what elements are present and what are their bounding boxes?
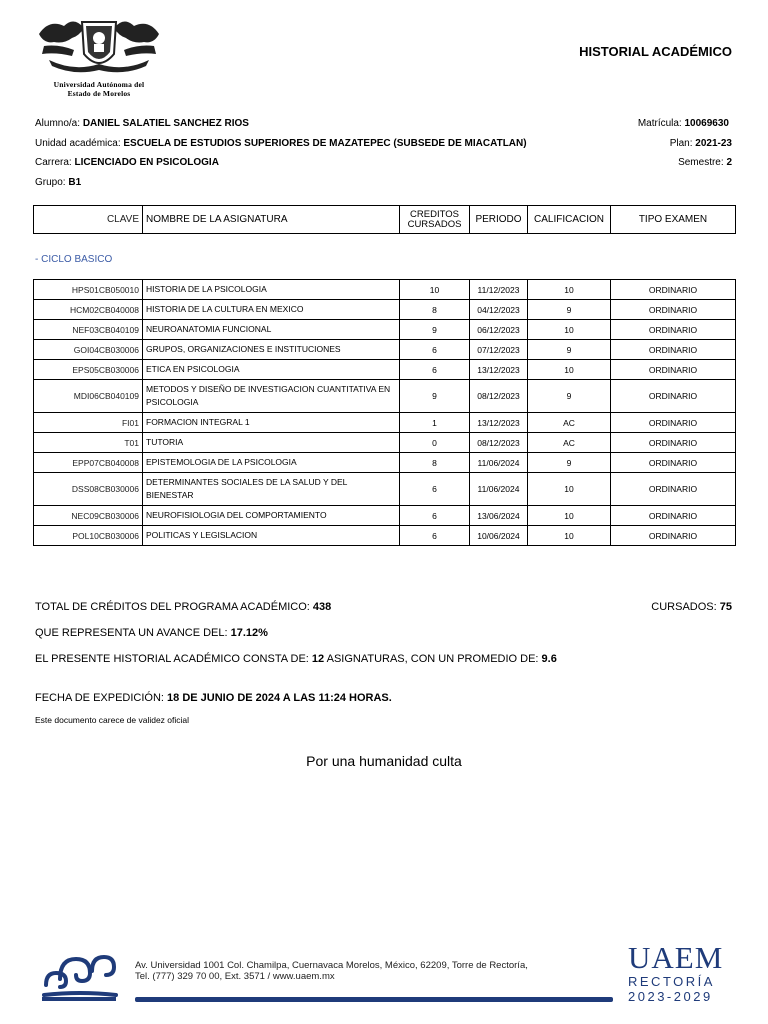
subjects-table-header bbox=[33, 205, 736, 234]
carrera-label: Carrera: bbox=[35, 157, 72, 168]
subject-creditos: 6 bbox=[400, 360, 470, 380]
subject-clave: FI01 bbox=[34, 413, 143, 433]
subject-creditos: 6 bbox=[400, 506, 470, 526]
subject-clave: NEC09CB030006 bbox=[34, 506, 143, 526]
footer-address-line2: Tel. (777) 329 70 00, Ext. 3571 / www.uaem.mx bbox=[135, 971, 335, 982]
unidad-row bbox=[35, 138, 527, 149]
subject-nombre: METODOS Y DISEÑO DE INVESTIGACION CUANTITATIVA EN PSICOLOGIA bbox=[143, 380, 400, 413]
subject-tipo-examen: ORDINARIO bbox=[611, 360, 736, 380]
subject-clave: EPS05CB030006 bbox=[34, 360, 143, 380]
avance-value: 17.12% bbox=[230, 627, 268, 639]
alumno-value: DANIEL SALATIEL SANCHEZ RIOS bbox=[82, 118, 249, 129]
subject-periodo: 13/12/2023 bbox=[470, 360, 528, 380]
subject-nombre: TUTORIA bbox=[143, 433, 400, 453]
consta-label: EL PRESENTE HISTORIAL ACADÉMICO CONSTA DE: bbox=[35, 653, 309, 665]
subject-tipo-examen: ORDINARIO bbox=[611, 433, 736, 453]
unidad-value: ESCUELA DE ESTUDIOS SUPERIORES DE MAZATEPEC (SUBSEDE DE MIACATLAN) bbox=[123, 138, 527, 149]
subject-nombre: HISTORIA DE LA PSICOLOGIA bbox=[143, 280, 400, 300]
subject-tipo-examen: ORDINARIO bbox=[611, 300, 736, 320]
subject-calificacion: 10 bbox=[528, 506, 611, 526]
subject-clave: T01 bbox=[34, 433, 143, 453]
total-creditos-row bbox=[35, 601, 331, 613]
alumno-row bbox=[35, 118, 249, 129]
subject-calificacion: 10 bbox=[528, 360, 611, 380]
alumno-label: Alumno/a: bbox=[35, 118, 81, 129]
university-name bbox=[34, 80, 164, 98]
subject-tipo-examen: ORDINARIO bbox=[611, 320, 736, 340]
subject-periodo: 08/12/2023 bbox=[470, 433, 528, 453]
subject-calificacion: 9 bbox=[528, 340, 611, 360]
subject-calificacion: 10 bbox=[528, 320, 611, 340]
table-row bbox=[34, 360, 736, 380]
motto: Por una humanidad culta bbox=[306, 753, 462, 769]
unidad-label: Unidad académica: bbox=[35, 138, 121, 149]
rectoria-years: 2023-2029 bbox=[628, 989, 713, 1004]
subject-periodo: 11/06/2024 bbox=[470, 473, 528, 506]
grupo-label: Grupo: bbox=[35, 177, 66, 188]
subject-tipo-examen: ORDINARIO bbox=[611, 413, 736, 433]
subject-clave: MDI06CB040109 bbox=[34, 380, 143, 413]
subject-periodo: 04/12/2023 bbox=[470, 300, 528, 320]
table-row bbox=[34, 473, 736, 506]
semestre-label: Semestre: bbox=[678, 157, 724, 168]
uaem-brand: UAEM bbox=[628, 940, 724, 975]
subject-calificacion: 9 bbox=[528, 380, 611, 413]
subject-clave: POL10CB030006 bbox=[34, 526, 143, 546]
table-row bbox=[34, 300, 736, 320]
rectoria-label: RECTORÍA bbox=[628, 974, 715, 989]
subject-clave: HPS01CB050010 bbox=[34, 280, 143, 300]
crest-icon bbox=[34, 14, 164, 78]
subject-clave: DSS08CB030006 bbox=[34, 473, 143, 506]
subject-calificacion: 10 bbox=[528, 473, 611, 506]
uaem-wave-logo bbox=[40, 945, 118, 1008]
total-creditos-label: TOTAL DE CRÉDITOS DEL PROGRAMA ACADÉMICO: bbox=[35, 601, 310, 613]
header-calificacion: CALIFICACION bbox=[528, 206, 611, 234]
university-line1: Universidad Autónoma del bbox=[53, 80, 145, 89]
footer-address-line1: Av. Universidad 1001 Col. Chamilpa, Cuernavaca Morelos, México, 62209, Torre de Rectoría, bbox=[135, 960, 528, 971]
avance-label: QUE REPRESENTA UN AVANCE DEL: bbox=[35, 627, 228, 639]
table-row bbox=[34, 413, 736, 433]
matricula-row bbox=[638, 118, 729, 129]
subject-nombre: NEUROFISIOLOGIA DEL COMPORTAMIENTO bbox=[143, 506, 400, 526]
ciclo-label: - CICLO BASICO bbox=[35, 254, 113, 265]
grupo-row bbox=[35, 177, 81, 188]
subject-tipo-examen: ORDINARIO bbox=[611, 280, 736, 300]
subject-calificacion: 9 bbox=[528, 453, 611, 473]
footer-address bbox=[135, 960, 528, 982]
uaem-rectoria-logo bbox=[628, 940, 724, 1004]
subject-nombre: DETERMINANTES SOCIALES DE LA SALUD Y DEL BIENESTAR bbox=[143, 473, 400, 506]
subject-clave: NEF03CB040109 bbox=[34, 320, 143, 340]
document-title: HISTORIAL ACADÉMICO bbox=[579, 44, 732, 59]
plan-value: 2021-23 bbox=[695, 138, 732, 149]
subject-periodo: 13/06/2024 bbox=[470, 506, 528, 526]
grupo-value: B1 bbox=[68, 177, 82, 188]
table-row bbox=[34, 506, 736, 526]
subjects-table bbox=[33, 279, 736, 546]
avance-row bbox=[35, 627, 268, 639]
promedio-value: 9.6 bbox=[541, 653, 557, 665]
plan-row bbox=[670, 138, 732, 149]
header-creditos-line1: CREDITOS bbox=[410, 208, 459, 220]
subject-nombre: NEUROANATOMIA FUNCIONAL bbox=[143, 320, 400, 340]
header-periodo: PERIODO bbox=[470, 206, 528, 234]
subject-creditos: 6 bbox=[400, 526, 470, 546]
subject-nombre: FORMACION INTEGRAL 1 bbox=[143, 413, 400, 433]
footer-divider bbox=[135, 997, 613, 1002]
subject-nombre: GRUPOS, ORGANIZACIONES E INSTITUCIONES bbox=[143, 340, 400, 360]
subject-tipo-examen: ORDINARIO bbox=[611, 526, 736, 546]
carrera-value: LICENCIADO EN PSICOLOGIA bbox=[74, 157, 219, 168]
header-creditos bbox=[400, 206, 470, 234]
table-row bbox=[34, 380, 736, 413]
plan-label: Plan: bbox=[669, 138, 693, 149]
subject-tipo-examen: ORDINARIO bbox=[611, 473, 736, 506]
table-row bbox=[34, 340, 736, 360]
consta-row bbox=[35, 653, 557, 665]
subject-periodo: 08/12/2023 bbox=[470, 380, 528, 413]
subject-clave: EPP07CB040008 bbox=[34, 453, 143, 473]
subject-creditos: 8 bbox=[400, 453, 470, 473]
subject-periodo: 06/12/2023 bbox=[470, 320, 528, 340]
cursados-row bbox=[651, 601, 732, 613]
fecha-row bbox=[35, 692, 392, 704]
carrera-row bbox=[35, 157, 219, 168]
fecha-value: 18 DE JUNIO DE 2024 A LAS 11:24 HORAS. bbox=[167, 692, 392, 704]
semestre-row bbox=[678, 157, 732, 168]
table-row bbox=[34, 526, 736, 546]
subject-nombre: EPISTEMOLOGIA DE LA PSICOLOGIA bbox=[143, 453, 400, 473]
subject-clave: GOI04CB030006 bbox=[34, 340, 143, 360]
header-tipo-examen: TIPO EXAMEN bbox=[611, 206, 736, 234]
table-row bbox=[34, 320, 736, 340]
subject-nombre: HISTORIA DE LA CULTURA EN MEXICO bbox=[143, 300, 400, 320]
subject-creditos: 8 bbox=[400, 300, 470, 320]
subject-calificacion: 9 bbox=[528, 300, 611, 320]
validez-note: Este documento carece de validez oficial bbox=[35, 715, 190, 725]
table-row bbox=[34, 453, 736, 473]
subject-periodo: 10/06/2024 bbox=[470, 526, 528, 546]
table-row bbox=[34, 433, 736, 453]
subject-calificacion: AC bbox=[528, 413, 611, 433]
subject-creditos: 9 bbox=[400, 320, 470, 340]
subject-tipo-examen: ORDINARIO bbox=[611, 453, 736, 473]
subject-creditos: 6 bbox=[400, 473, 470, 506]
fecha-label: FECHA DE EXPEDICIÓN: bbox=[35, 692, 164, 704]
semestre-value: 2 bbox=[726, 157, 732, 168]
subject-creditos: 6 bbox=[400, 340, 470, 360]
subject-periodo: 13/12/2023 bbox=[470, 413, 528, 433]
header-clave: CLAVE bbox=[34, 206, 143, 234]
asignaturas-label: ASIGNATURAS, CON UN PROMEDIO DE: bbox=[326, 653, 539, 665]
subject-nombre: ETICA EN PSICOLOGIA bbox=[143, 360, 400, 380]
subject-periodo: 11/06/2024 bbox=[470, 453, 528, 473]
matricula-label: Matrícula: bbox=[637, 118, 682, 129]
subject-creditos: 1 bbox=[400, 413, 470, 433]
subject-calificacion: 10 bbox=[528, 280, 611, 300]
matricula-value: 10069630 bbox=[684, 118, 729, 129]
subject-creditos: 0 bbox=[400, 433, 470, 453]
subject-tipo-examen: ORDINARIO bbox=[611, 380, 736, 413]
subject-tipo-examen: ORDINARIO bbox=[611, 506, 736, 526]
consta-value: 12 bbox=[311, 653, 325, 665]
subject-calificacion: AC bbox=[528, 433, 611, 453]
subject-tipo-examen: ORDINARIO bbox=[611, 340, 736, 360]
header-nombre: NOMBRE DE LA ASIGNATURA bbox=[143, 206, 400, 234]
header-creditos-line2: CURSADOS bbox=[407, 218, 462, 230]
subject-calificacion: 10 bbox=[528, 526, 611, 546]
wave-icon bbox=[40, 945, 118, 1003]
total-creditos-value: 438 bbox=[312, 601, 332, 613]
cursados-value: 75 bbox=[719, 601, 732, 613]
university-line2: Estado de Morelos bbox=[67, 89, 131, 98]
table-row bbox=[34, 280, 736, 300]
subject-creditos: 10 bbox=[400, 280, 470, 300]
subject-creditos: 9 bbox=[400, 380, 470, 413]
subject-periodo: 07/12/2023 bbox=[470, 340, 528, 360]
subject-clave: HCM02CB040008 bbox=[34, 300, 143, 320]
subject-nombre: POLITICAS Y LEGISLACION bbox=[143, 526, 400, 546]
cursados-label: CURSADOS: bbox=[651, 601, 717, 613]
subject-periodo: 11/12/2023 bbox=[470, 280, 528, 300]
